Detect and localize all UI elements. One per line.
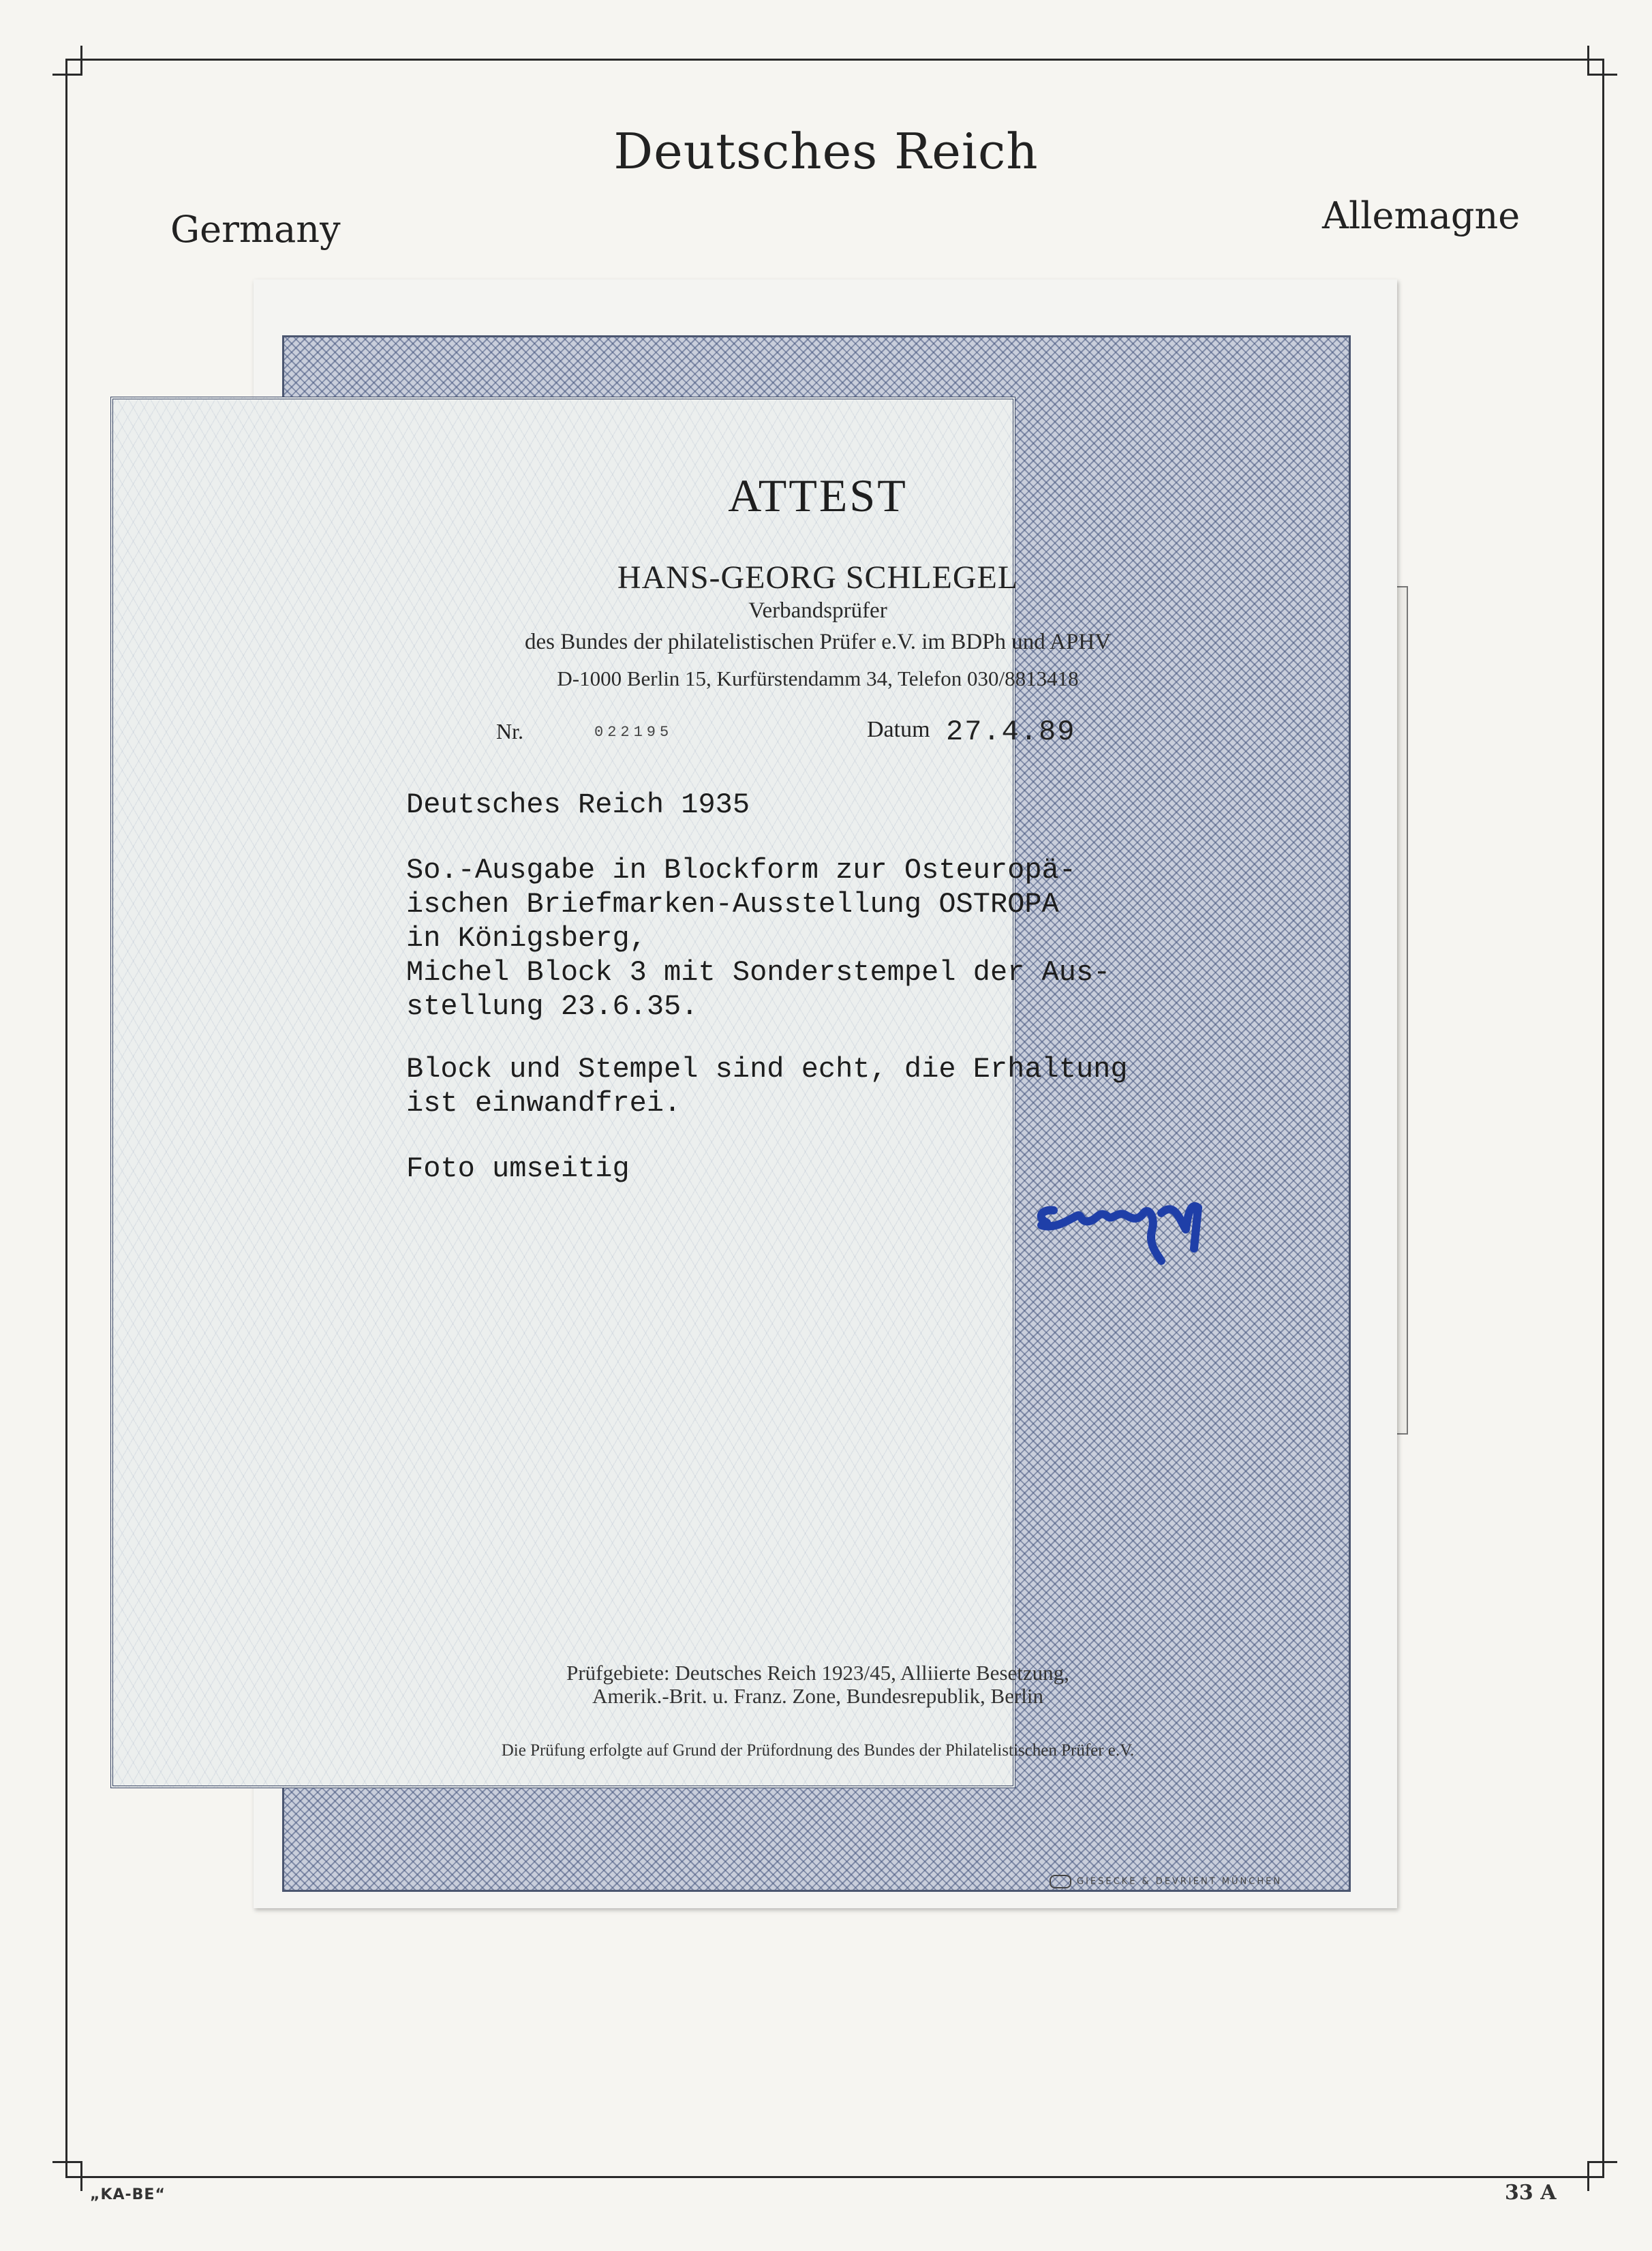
certificate-verdict: Block und Stempel sind echt, die Erhaltung ist einwandfrei. — [406, 1053, 1128, 1120]
frame-corner-bottom-left — [52, 2161, 82, 2191]
page-title: Deutsches Reich — [613, 123, 1039, 180]
examiner-name: HANS-GEORG SCHLEGEL — [617, 560, 1019, 596]
frame-corner-bottom-right — [1587, 2161, 1617, 2191]
certificate-number: 022195 — [594, 724, 673, 741]
album-brand: „KA-BE“ — [90, 2186, 166, 2203]
regulation-note: Die Prüfung erfolgte auf Grund der Prüfordnung des Bundes der Philatelistischen Prüfer e.V. — [501, 1741, 1135, 1760]
frame-corner-top-right — [1587, 46, 1617, 76]
certificate-number-label: Nr. — [496, 719, 523, 744]
printer-imprint-text: GIESECKE & DEVRIENT MÜNCHEN — [1077, 1876, 1283, 1887]
scope-line-2: Amerik.-Brit. u. Franz. Zone, Bundesrepublik, Berlin — [592, 1684, 1044, 1708]
certificate-description: So.-Ausgabe in Blockform zur Osteuropä- ischen Briefmarken-Ausstellung OSTROPA in Königsberg, Michel Block 3 mit Sonderstempel der Aus- stellung 23.6.35. — [406, 854, 1111, 1023]
examiner-signature — [1035, 1180, 1212, 1269]
examiner-association: des Bundes der philatelistischen Prüfer e.V. im BDPh und APHV — [524, 630, 1112, 654]
certificate-heading: ATTEST — [728, 470, 908, 521]
certificate-subject: Deutsches Reich 1935 — [406, 788, 750, 821]
examiner-role: Verbandsprüfer — [748, 598, 887, 623]
date-value: 27.4.89 — [946, 716, 1076, 748]
photo-note: Foto umseitig — [406, 1152, 630, 1185]
page-number: 33 A — [1505, 2181, 1557, 2205]
date-label: Datum — [867, 717, 930, 742]
examiner-address: D-1000 Berlin 15, Kurfürstendamm 34, Telefon 030/8813418 — [557, 667, 1079, 690]
scope-line-1: Prüfgebiete: Deutsches Reich 1923/45, Alliierte Besetzung, — [566, 1661, 1069, 1685]
country-label-english: Germany — [170, 208, 341, 251]
country-label-french: Allemagne — [1322, 194, 1520, 237]
printer-imprint — [1050, 1875, 1282, 1888]
printer-logo-icon — [1050, 1875, 1071, 1888]
frame-corner-top-left — [52, 46, 82, 76]
